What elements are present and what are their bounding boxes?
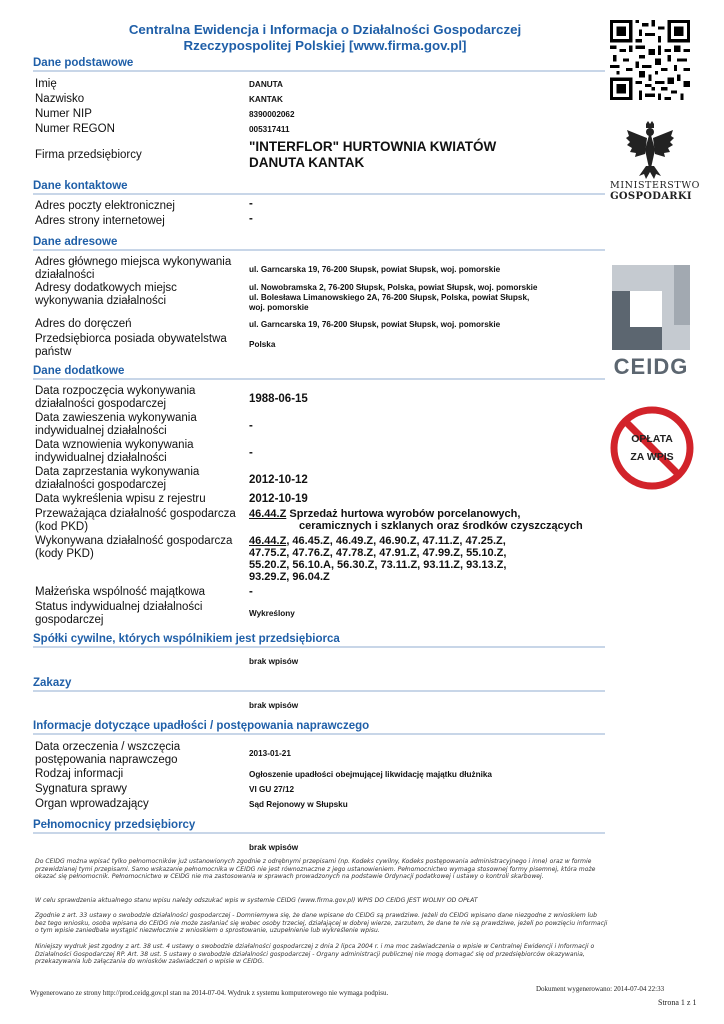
cease-date-value: 2012-10-12 — [249, 474, 308, 486]
ministry-line-2: GOSPODARKI — [610, 191, 692, 202]
footnote-art-33: Zgodnie z art. 33 ustawy o swobodzie działalności gospodarczej - Domniemywa się, że dane wpisane do CEIDG są prawdziwe. Jeżeli do CEIDG wpisano dane niezgodne z wnioskiem lub bez tego wniosku, osoba wpisana do CEIDG nie może zasłaniać się wobec osoby trzeciej, działającej w dobrej wierze, zarzutem, że dane te nie są prawdziwe, jeżeli po powzięciu informacji o tym wpisie zaniedbała wystąpić niezwłocznie z wnioskiem o sprostowanie, uzupełnienie lub wykreślenie wpisu. — [35, 912, 608, 935]
qr-code-icon — [610, 20, 690, 100]
pkd-line-4: 93.29.Z, 96.04.Z — [249, 571, 330, 583]
suspend-date-label: Data zawieszenia wykonywania indywidualnej działalności — [35, 412, 197, 437]
generated-note: Wygenerowano ze strony http://prod.ceidg.gov.pl stan na 2014-07-04. Wydruk z systemu komputerowego nie wymaga podpisu. — [30, 989, 389, 997]
first-name-label: Imię — [35, 78, 57, 90]
extra-address-line-1: ul. Nowobramska 2, 76-200 Słupsk, Polska, powiat Słupsk, woj. pomorskie — [249, 283, 538, 292]
pkd-first-code-link[interactable]: 46.44.Z — [249, 535, 287, 547]
status-value: Wykreślony — [249, 609, 295, 618]
company-label: Firma przedsiębiorcy — [35, 149, 142, 161]
regon-value: 005317411 — [249, 125, 290, 134]
info-type-value: Ogłoszenie upadłości obejmującej likwidację majątku dłużnika — [249, 770, 492, 779]
ministry-logo — [610, 180, 701, 202]
section-bankruptcy: Informacje dotyczące upadłości / postępowania naprawczego — [33, 720, 605, 735]
case-signature-label: Sygnatura sprawy — [35, 783, 128, 795]
nip-label: Numer NIP — [35, 108, 92, 120]
section-address-data: Dane adresowe — [33, 236, 605, 251]
main-address-value: ul. Garncarska 19, 76-200 Słupsk, powiat Słupsk, woj. pomorskie — [249, 265, 501, 274]
page-number: Strona 1 z 1 — [658, 998, 697, 1007]
pkd-line-3: 55.20.Z, 56.10.A, 56.30.Z, 73.11.Z, 93.11.Z, 93.13.Z, — [249, 559, 507, 571]
extra-address-label: Adresy dodatkowych miejsc wykonywania działalności — [35, 282, 177, 307]
bankruptcy-date-value: 2013-01-21 — [249, 749, 291, 758]
pkd-codes-label: Wykonywana działalność gospodarcza (kody PKD) — [35, 535, 233, 560]
main-pkd-value — [249, 508, 607, 532]
section-partnerships: Spółki cywilne, których wspólnikiem jest przedsiębiorca — [33, 633, 605, 648]
www-value: - — [249, 213, 253, 225]
company-value — [249, 139, 607, 171]
citizenship-label: Przedsiębiorca posiada obywatelstwa państw — [35, 333, 227, 358]
footnote-check-status: W celu sprawdzenia aktualnego stanu wpisu należy odszukać wpis w systemie CEIDG (www.firma.gov.pl) WPIS DO CEIDG JEST WOLNY OD OPŁAT — [35, 897, 478, 904]
footnote-art-38: Niniejszy wydruk jest zgodny z art. 38 ust. 4 ustawy o swobodzie działalności gospodarczej z dnia 2 lipca 2004 r. i ma moc zaświadczenia o wpisie w Centralnej Ewidencji i Informacji o Działalności Gospodarczej RP. Art. 38 ust. 5 ustawy o swobodzie działalności gospodarczej - Organy administracji publicznej nie mogą domagać się od przedsiębiorców okazywania, przekazywania lub załączania do wniosków zaświadczeń o wpisie w CEIDG. — [35, 943, 595, 966]
footnote-proxies: Do CEIDG można wpisać tylko pełnomocników już ustanowionych zgodnie z odrębnymi przepisami (np. Kodeks cywilny, Kodeks postępowania administracyjnego i inne) oraz w formie przewidzianej tymi przepisami. Samo wskazanie pełnomocnika w CEIDG nie jest równoznaczne z jego ustanowieniem. Pełnomocnictwo wymaga stosownej formy pisemnej, która może okazać się pełnomocnik. Pełnomocnictwo w CEIDG nie ma zastosowania w sprawach prowadzonych na podstawie Ordynacji podatkowej i ustawy o kontroli skarbowej. — [35, 858, 596, 881]
section-contact-data: Dane kontaktowe — [33, 180, 605, 195]
email-label: Adres poczty elektronicznej — [35, 200, 175, 212]
section-additional-data: Dane dodatkowe — [33, 365, 605, 380]
delivery-address-value: ul. Garncarska 19, 76-200 Słupsk, powiat Słupsk, woj. pomorskie — [249, 320, 501, 329]
main-address-label: Adres głównego miejsca wykonywania działalności — [35, 256, 232, 281]
cease-date-label: Data zaprzestania wykonywania działalności gospodarczej — [35, 466, 200, 491]
main-pkd-code-link[interactable]: 46.44.Z — [249, 508, 287, 520]
no-fee-stamp-icon — [608, 404, 696, 492]
organ-label: Organ wprowadzający — [35, 798, 149, 810]
extra-address-value — [249, 283, 607, 313]
section-basic-data: Dane podstawowe — [33, 57, 605, 72]
ministry-line-1: MINISTERSTWO — [610, 180, 701, 191]
pkd-line-2: 47.75.Z, 47.76.Z, 47.78.Z, 47.91.Z, 47.99.Z, 55.10.Z, — [249, 547, 507, 559]
extra-address-line-2: ul. Bolesława Limanowskiego 2A, 76-200 Słupsk, Polska, powiat Słupsk, — [249, 293, 530, 302]
info-type-label: Rodzaj informacji — [35, 768, 124, 780]
pkd-line-1: , 46.45.Z, 46.49.Z, 46.90.Z, 47.11.Z, 47.25.Z, — [286, 535, 506, 547]
www-label: Adres strony internetowej — [35, 215, 165, 227]
resume-date-label: Data wznowienia wykonywania indywidualnej działalności — [35, 439, 194, 464]
stamp-line-1: OPŁATA — [631, 433, 673, 445]
company-line-1: "INTERFLOR" HURTOWNIA KWIATÓW — [249, 139, 497, 154]
first-name-value: DANUTA — [249, 80, 283, 89]
status-label: Status indywidualnej działalności gospodarczej — [35, 601, 203, 626]
nip-value: 8390002062 — [249, 110, 295, 119]
regon-label: Numer REGON — [35, 123, 115, 135]
email-value: - — [249, 198, 253, 210]
header-line-2: Rzeczypospolitej Polskiej [www.firma.gov.pl] — [183, 38, 467, 53]
section-bans: Zakazy — [33, 677, 605, 692]
last-name-value: KANTAK — [249, 95, 283, 104]
document-date: Dokument wygenerowano: 2014-07-04 22:33 — [536, 985, 665, 993]
bans-value: brak wpisów — [249, 701, 299, 710]
case-signature-value: VI GU 27/12 — [249, 785, 295, 794]
header-line-1: Centralna Ewidencja i Informacja o Działalności Gospodarczej — [128, 22, 522, 37]
eagle-emblem-icon — [625, 120, 675, 180]
main-pkd-label: Przeważająca działalność gospodarcza (kod PKD) — [35, 508, 236, 533]
document-header — [100, 22, 550, 54]
citizenship-value: Polska — [249, 340, 276, 349]
ceidg-logo-text: CEIDG — [613, 354, 689, 379]
bankruptcy-date-label: Data orzeczenia / wszczęcia postępowania naprawczego — [35, 741, 181, 766]
ceidg-logo-icon — [612, 265, 690, 350]
marital-label: Małżeńska wspólność majątkowa — [35, 586, 206, 598]
pkd-codes-value — [249, 535, 607, 583]
start-date-value: 1988-06-15 — [249, 393, 308, 405]
main-pkd-desc-1: Sprzedaż hurtowa wyrobów porcelanowych, — [289, 508, 521, 520]
extra-address-line-3: woj. pomorskie — [249, 303, 309, 312]
resume-date-value: - — [249, 447, 253, 459]
partnerships-value: brak wpisów — [249, 657, 299, 666]
main-pkd-desc-2: ceramicznych i szklanych oraz środków czyszczących — [299, 520, 583, 532]
last-name-label: Nazwisko — [35, 93, 85, 105]
delete-date-label: Data wykreślenia wpisu z rejestru — [35, 493, 206, 505]
delivery-address-label: Adres do doręczeń — [35, 318, 132, 330]
company-line-2: DANUTA KANTAK — [249, 155, 365, 170]
start-date-label: Data rozpoczęcia wykonywania działalności gospodarczej — [35, 385, 196, 410]
stamp-line-2: ZA WPIS — [630, 451, 674, 463]
suspend-date-value: - — [249, 420, 253, 432]
organ-value: Sąd Rejonowy w Słupsku — [249, 800, 348, 809]
proxies-value: brak wpisów — [249, 843, 299, 852]
section-proxies: Pełnomocnicy przedsiębiorcy — [33, 819, 605, 834]
delete-date-value: 2012-10-19 — [249, 493, 308, 505]
marital-value: - — [249, 586, 253, 598]
